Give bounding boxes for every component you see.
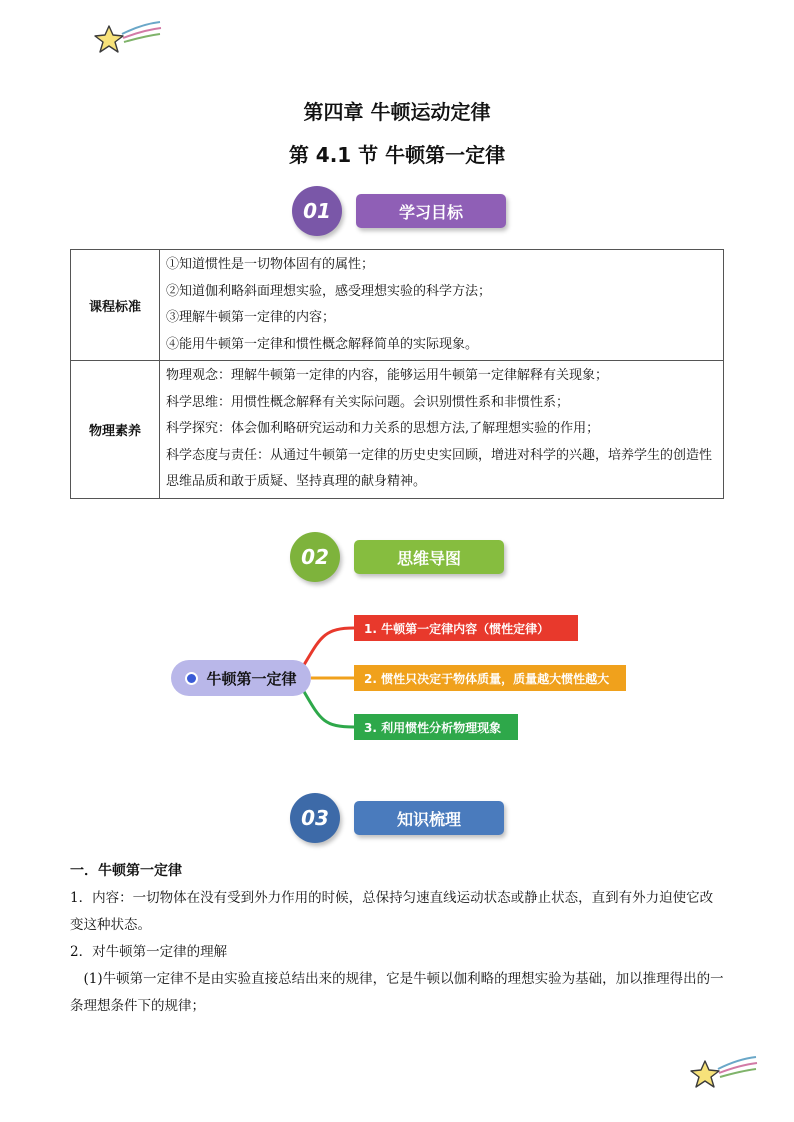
mind-map-center xyxy=(171,660,311,696)
list-item: ②知道伽利略斜面理想实验，感受理想实验的科学方法； xyxy=(166,283,492,299)
badge-number: 01 xyxy=(292,186,342,236)
row-label: 物理素养 xyxy=(71,361,160,499)
badge-label: 知识梳理 xyxy=(354,801,504,835)
mind-map-branch: 1. 牛顿第一定律内容（惯性定律） xyxy=(354,615,578,641)
list-item: 科学态度与责任：从通过牛顿第一定律的历史史实回顾，增进对科学的兴趣，培养学生的创造性思维品质和敢于质疑、坚持真理的献身精神。 xyxy=(166,447,713,489)
paragraph: 1．内容：一切物体在没有受到外力作用的时候，总保持匀速直线运动状态或静止状态，直到有外力迫使它改变这种状态。 xyxy=(70,890,714,933)
mind-map-center-label: 牛顿第一定律 xyxy=(206,669,297,688)
chapter-title: 第四章 牛顿运动定律 xyxy=(303,100,491,124)
list-item: 科学思维：用惯性概念解释有关实际问题。会识别惯性系和非惯性系； xyxy=(166,394,570,410)
badge-label: 学习目标 xyxy=(356,194,506,228)
badge-number: 03 xyxy=(290,793,340,843)
row-label: 课程标准 xyxy=(71,250,160,361)
list-item: 科学探究：体会伽利略研究运动和力关系的思想方法,了解理想实验的作用； xyxy=(166,421,600,436)
section-badge-knowledge xyxy=(290,793,520,843)
list-item: ③理解牛顿第一定律的内容； xyxy=(166,310,336,325)
list-item: ①知道惯性是一切物体固有的属性； xyxy=(166,257,375,272)
paragraph: 2．对牛顿第一定律的理解 xyxy=(70,944,228,960)
badge-number: 02 xyxy=(290,532,340,582)
knowledge-content xyxy=(70,858,724,1020)
list-item: 物理观念：理解牛顿第一定律的内容，能够运用牛顿第一定律解释有关现象； xyxy=(166,368,609,383)
paragraph: (1)牛顿第一定律不是由实验直接总结出来的规律，它是牛顿以伽利略的理想实验为基础，加以推理得出的一条理想条件下的规律； xyxy=(70,971,724,1014)
bullet-icon xyxy=(185,672,198,685)
list-item: ④能用牛顿第一定律和惯性概念解释简单的实际现象。 xyxy=(166,336,479,352)
knowledge-heading: 一．牛顿第一定律 xyxy=(70,863,182,879)
badge-label: 思维导图 xyxy=(354,540,504,574)
section-title: 第 4.1 节 牛顿第一定律 xyxy=(288,143,506,167)
mind-map-branch: 2. 惯性只决定于物体质量，质量越大惯性越大 xyxy=(354,665,626,691)
mind-map-branch: 3. 利用惯性分析物理现象 xyxy=(354,714,518,740)
